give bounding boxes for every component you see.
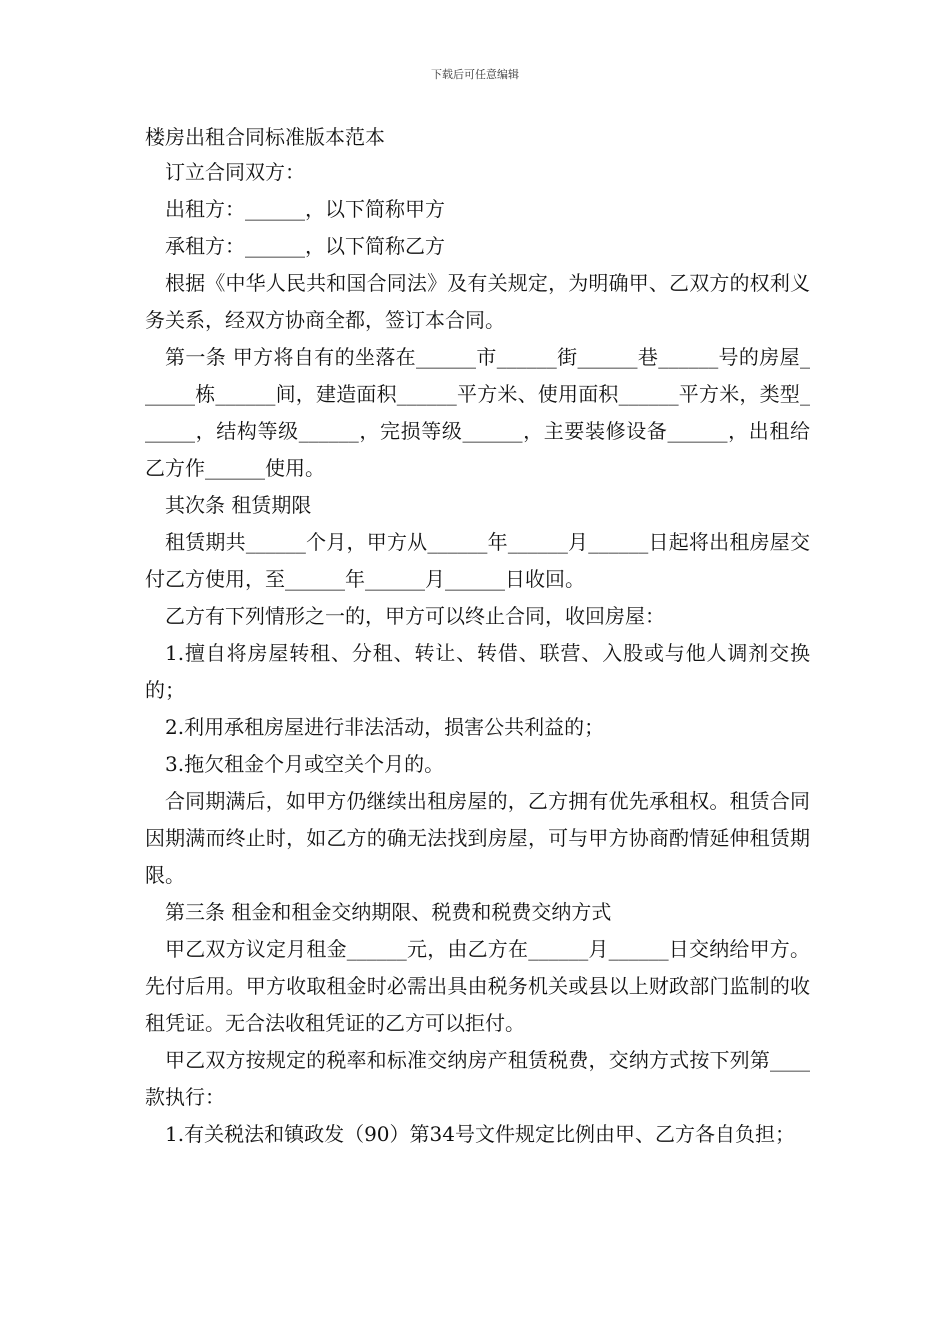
header-note: 下载后可任意编辑 (431, 68, 519, 81)
paragraph-tax-option-1: 1.有关税法和镇政发（90）第34号文件规定比例由甲、乙方各自负担； (165, 1122, 795, 1146)
paragraph-lease-term: 租赁期共______个月，甲方从______年______月______日起将出租房屋交付乙方使用，至______年______月______日收回。 (145, 530, 810, 591)
paragraph-article-3-heading: 第三条 租金和租金交纳期限、税费和税费交纳方式 (165, 900, 612, 924)
paragraph-lessee: 承租方：______，以下简称乙方 (165, 234, 445, 258)
paragraph-condition-2: 2.利用承租房屋进行非法活动，损害公共利益的； (165, 715, 605, 739)
paragraph-rent: 甲乙双方议定月租金______元，由乙方在______月______日交纳给甲方。先付后用。甲方收取租金时必需出具由税务机关或县以上财政部门监制的收租凭证。无合法收租凭证的乙方可以拒付。 (145, 937, 810, 1035)
document-title: 楼房出租合同标准版本范本 (145, 125, 385, 149)
paragraph-renewal: 合同期满后，如甲方仍继续出租房屋的，乙方拥有优先承租权。租赁合同因期满而终止时，如乙方的确无法找到房屋，可与甲方协商酌情延伸租赁期限。 (145, 789, 810, 887)
paragraph-condition-1: 1.擅自将房屋转租、分租、转让、转借、联营、入股或与他人调剂交换的； (145, 641, 810, 702)
paragraph-parties: 订立合同双方： (165, 160, 305, 184)
paragraph-article-2-heading: 其次条 租赁期限 (165, 493, 312, 517)
paragraph-condition-3: 3.拖欠租金个月或空关个月的。 (165, 752, 445, 776)
paragraph-lessor: 出租方：______，以下简称甲方 (165, 197, 445, 221)
document-body (145, 120, 810, 1153)
paragraph-basis: 根据《中华人民共和国合同法》及有关规定，为明确甲、乙双方的权利义务关系，经双方协商全都，签订本合同。 (145, 271, 810, 332)
paragraph-termination-conditions: 乙方有下列情形之一的，甲方可以终止合同，收回房屋： (165, 604, 665, 628)
paragraph-tax: 甲乙双方按规定的税率和标准交纳房产租赁税费，交纳方式按下列第____款执行： (145, 1048, 810, 1109)
paragraph-article-1: 第一条 甲方将自有的坐落在______市______街______巷______号的房屋______栋______间，建造面积______平方米、使用面积______平方米，类型______，结构等级______，完损等级______，主要装修设备______，出租给乙方作______使用。 (145, 345, 810, 480)
